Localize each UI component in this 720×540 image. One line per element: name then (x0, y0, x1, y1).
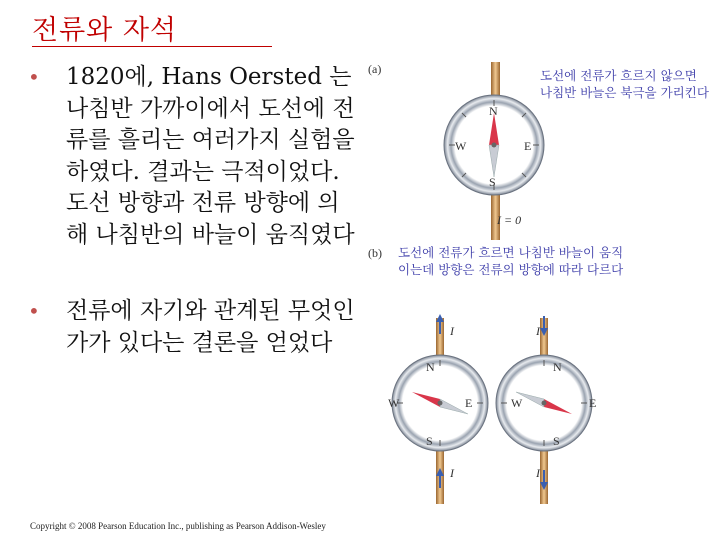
current-label-b-left-bottom: I (450, 466, 454, 480)
slide-title: 전류와 자석 (32, 15, 177, 46)
compass-a-west: W (455, 139, 467, 153)
compass-current-up (392, 314, 488, 504)
bullet-dot-icon: • (28, 299, 40, 323)
needle-pivot-b-right (542, 401, 547, 406)
compass-bl-east: E (465, 396, 473, 410)
current-zero-label: I = 0 (497, 213, 522, 227)
needle-pivot-b-left (438, 401, 443, 406)
bullet-text: 전류에 자기와 관계된 무엇인가가 있다는 결론을 얻었다 (66, 298, 355, 356)
compass-br-west: W (511, 396, 523, 410)
current-label-b-left-top: I (450, 324, 454, 338)
caption-with-current: 도선에 전류가 흐르면 나침반 바늘이 움직이는데 방향은 전류의 방향에 따라 다르다 (398, 245, 624, 277)
caption-no-current: 도선에 전류가 흐르지 않으면 나침반 바늘은 북극을 가리킨다 (540, 68, 709, 100)
compass-br-south: S (553, 434, 560, 448)
bullet-text: 1820에, Hans Oersted 는 나침반 가까이에서 도선에 전류를 흘리는 여러가지 실험을 하였다. 결과는 극적이었다. 도선 방향과 전류 방향에 의해 나침반의 바늘이 움직였다 (66, 64, 355, 248)
compass-a-south: S (489, 175, 496, 189)
compass-bl-north: N (426, 360, 435, 374)
compass-a-north: N (489, 104, 498, 118)
bullet-dot-icon: • (28, 65, 40, 89)
figure-label-a: (a) (368, 62, 382, 76)
compass-br-east: E (589, 396, 597, 410)
copyright-notice: Copyright © 2008 Pearson Education Inc., publishing as Pearson Addison-Wesley (30, 521, 326, 531)
compass-bl-west: W (388, 396, 400, 410)
compass-bl-south: S (426, 434, 433, 448)
current-label-b-right-bottom: I (536, 466, 540, 480)
compass-a-east: E (524, 139, 532, 153)
figure-label-b: (b) (368, 246, 382, 260)
needle-pivot-a (492, 143, 497, 148)
compass-br-north: N (553, 360, 562, 374)
current-label-b-right-top: I (536, 324, 540, 338)
